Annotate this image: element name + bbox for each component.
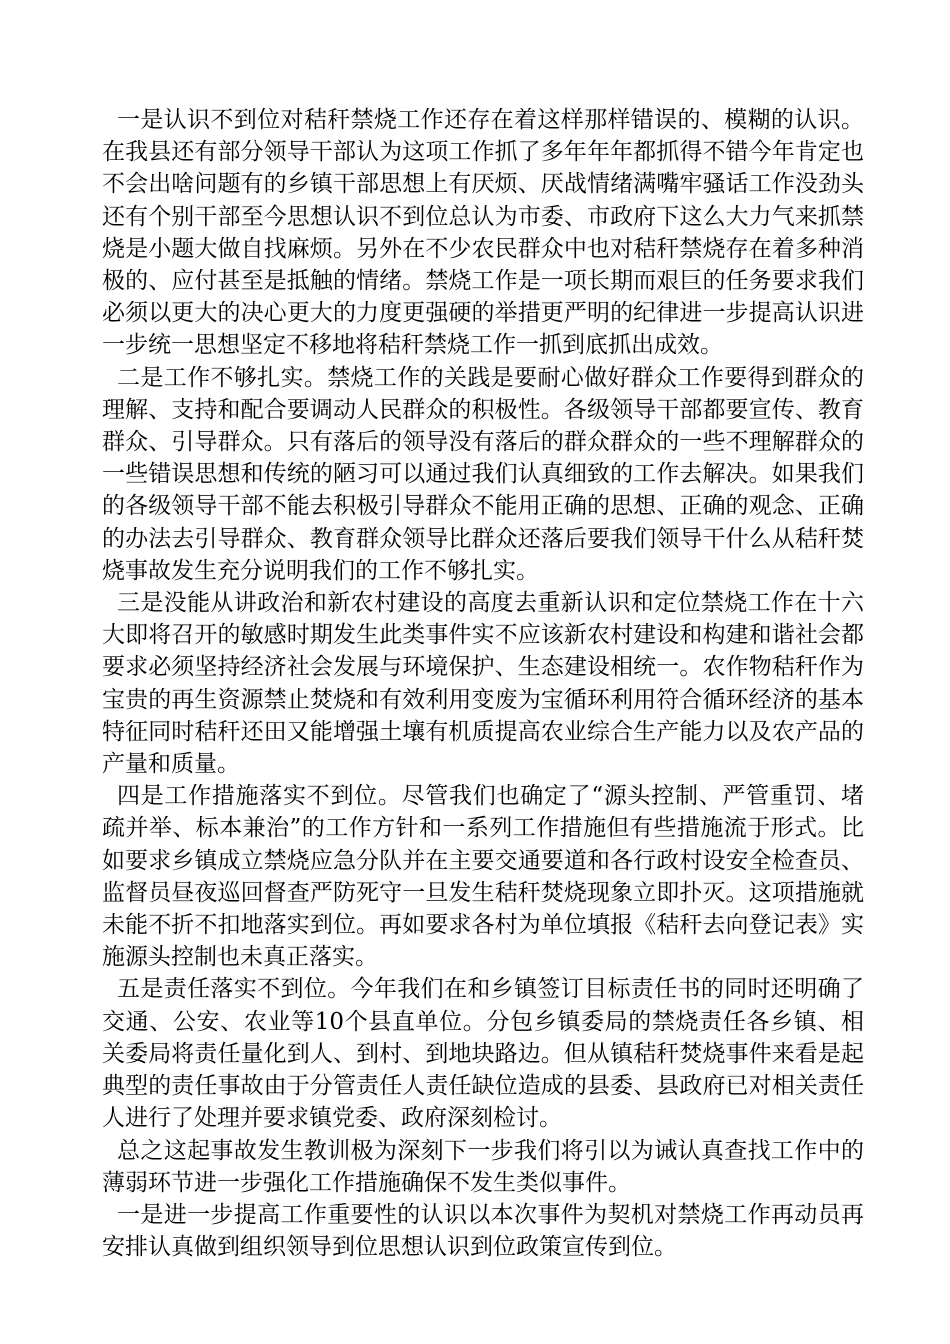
document-body: [102, 104, 864, 1263]
paragraph-4: 四是工作措施落实不到位。尽管我们也确定了“源头控制、严管重罚、堵疏并举、标本兼治”的工作方针和一系列工作措施但有些措施流于形式。比如要求乡镇成立禁烧应急分队并在主要交通要道和各行政村设安全检查员、监督员昼夜巡回督查严防死守一旦发生秸秆焚烧现象立即扑灭。这项措施就未能不折不扣地落实到位。再如要求各村为单位填报《秸秆去向登记表》实施源头控制也未真正落实。: [102, 783, 864, 971]
paragraph-7: 一是进一步提高工作重要性的认识以本次事件为契机对禁烧工作再动员再安排认真做到组织领导到位思想认识到位政策宣传到位。: [102, 1201, 864, 1261]
paragraph-3: 三是没能从讲政治和新农村建设的高度去重新认识和定位禁烧工作在十六大即将召开的敏感时期发生此类事件实不应该新农村建设和构建和谐社会都要求必须坚持经济社会发展与环境保护、生态建设相统一。农作物秸秆作为宝贵的再生资源禁止焚烧和有效利用变废为宝循环利用符合循环经济的基本特征同时秸秆还田又能增强土壤有机质提高农业综合生产能力以及农产品的产量和质量。: [102, 590, 864, 778]
paragraph-2: 二是工作不够扎实。禁烧工作的关践是要耐心做好群众工作要得到群众的理解、支持和配合要调动人民群众的积极性。各级领导干部都要宣传、教育群众、引导群众。只有落后的领导没有落后的群众群众的一些不理解群众的一些错误思想和传统的陋习可以通过我们认真细致的工作去解决。如果我们的各级领导干部不能去积极引导群众不能用正确的思想、正确的观念、正确的办法去引导群众、教育群众领导比群众还落后要我们领导干什么从秸秆焚烧事故发生充分说明我们的工作不够扎实。: [102, 364, 864, 584]
paragraph-1: 一是认识不到位对秸秆禁烧工作还存在着这样那样错误的、模糊的认识。在我县还有部分领导干部认为这项工作抓了多年年年都抓得不错今年肯定也不会出啥问题有的乡镇干部思想上有厌烦、厌战情绪满嘴牢骚话工作没劲头还有个别干部至今思想认识不到位总认为市委、市政府下这么大力气来抓禁烧是小题大做自找麻烦。另外在不少农民群众中也对秸秆禁烧存在着多种消极的、应付甚至是抵触的情绪。禁烧工作是一项长期而艰巨的任务要求我们必须以更大的决心更大的力度更强硬的举措更严明的纪律进一步提高认识进一步统一思想坚定不移地将秸秆禁烧工作一抓到底抓出成效。: [102, 107, 864, 359]
paragraph-6: 总之这起事故发生教训极为深刻下一步我们将引以为诫认真查找工作中的薄弱环节进一步强化工作措施确保不发生类似事件。: [102, 1137, 864, 1196]
paragraph-5: 五是责任落实不到位。今年我们在和乡镇签订目标责任书的同时还明确了交通、公安、农业等10个县直单位。分包乡镇委局的禁烧责任各乡镇、相关委局将责任量化到人、到村、到地块路边。但从镇秸秆焚烧事件来看是起典型的责任事故由于分管责任人责任缺位造成的县委、县政府已对相关责任人进行了处理并要求镇党委、政府深刻检讨。: [102, 976, 864, 1132]
